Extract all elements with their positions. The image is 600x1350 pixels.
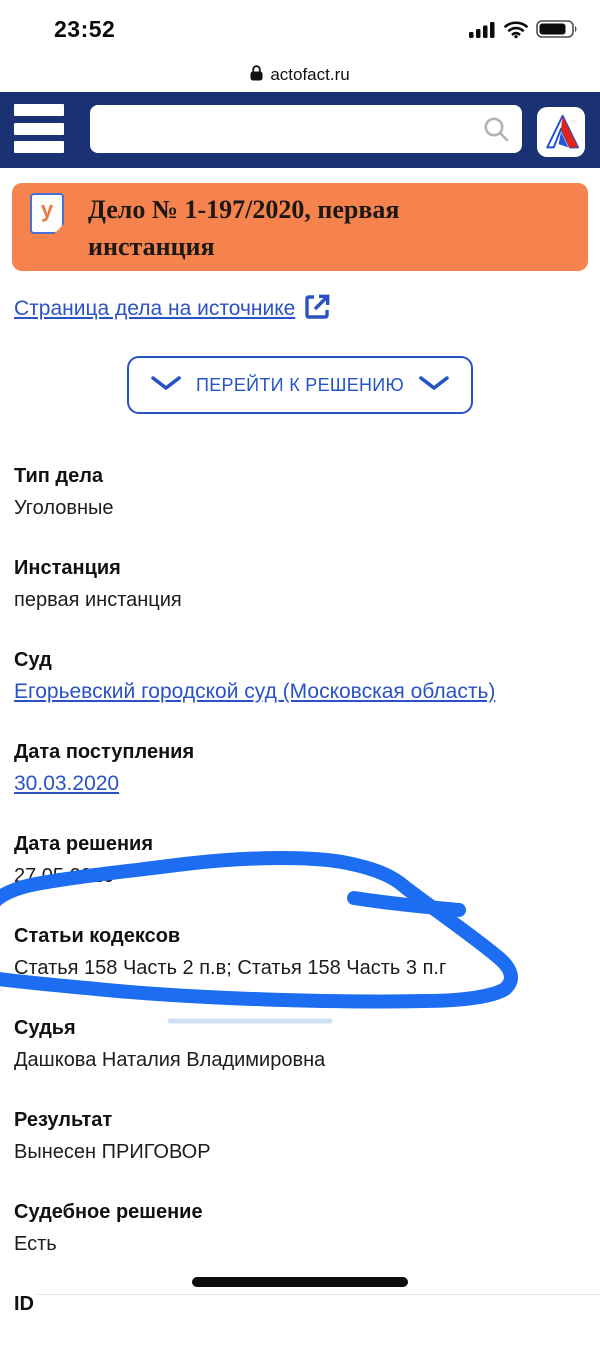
field-receipt-date xyxy=(14,738,586,798)
search-bar xyxy=(90,105,522,153)
field-label: Инстанция xyxy=(14,557,121,579)
field-code-articles xyxy=(14,922,586,982)
field-label: Статьи кодексов xyxy=(14,925,181,947)
field-instance xyxy=(14,554,586,614)
field-label: Дата поступления xyxy=(14,741,195,763)
status-icons xyxy=(469,20,578,43)
status-bar xyxy=(0,0,600,58)
chevron-down-icon xyxy=(417,373,451,398)
field-value: первая инстанция xyxy=(14,589,182,611)
receipt-date-link[interactable]: 30.03.2020 xyxy=(14,772,120,795)
field-value: Уголовные xyxy=(14,497,114,519)
field-value: Есть xyxy=(14,1233,57,1255)
field-result xyxy=(14,1106,586,1166)
status-time: 23:52 xyxy=(54,16,116,42)
page-title: Дело № 1-197/2020, первая инстанция xyxy=(88,195,400,261)
field-label: Судебное решение xyxy=(14,1201,203,1223)
field-label: Дата решения xyxy=(14,833,154,855)
field-label: Судья xyxy=(14,1017,76,1039)
battery-icon xyxy=(536,20,578,43)
home-indicator[interactable] xyxy=(192,1277,408,1287)
field-value: Вынесен ПРИГОВОР xyxy=(14,1141,211,1163)
field-label: Тип дела xyxy=(14,465,104,487)
doc-fold xyxy=(54,224,64,234)
divider xyxy=(36,1294,600,1295)
chevron-down-icon xyxy=(149,373,183,398)
source-link-row xyxy=(14,293,331,325)
field-court-decision xyxy=(14,1198,586,1258)
field-label: Суд xyxy=(14,649,52,671)
menu-bar xyxy=(14,123,64,135)
signal-icon xyxy=(469,21,496,43)
menu-icon[interactable] xyxy=(14,104,64,153)
field-value: Статья 158 Часть 2 п.в; Статья 158 Часть 3 п.г xyxy=(14,957,447,979)
court-link[interactable]: Егорьевский городской суд (Московская область) xyxy=(14,680,496,703)
logo-icon xyxy=(541,111,581,153)
search-input[interactable] xyxy=(90,105,522,153)
field-label: Результат xyxy=(14,1109,113,1131)
case-banner xyxy=(12,183,588,271)
search-icon[interactable] xyxy=(482,115,510,148)
case-doc-icon xyxy=(30,193,64,234)
menu-bar xyxy=(14,104,64,116)
go-to-decision-button[interactable] xyxy=(127,356,473,414)
url-domain: actofact.ru xyxy=(270,65,350,84)
source-link[interactable]: Страница дела на источнике xyxy=(14,297,296,320)
go-to-decision-label: ПЕРЕЙТИ К РЕШЕНИЮ xyxy=(195,374,405,395)
url-bar[interactable] xyxy=(0,58,600,92)
external-link-icon[interactable] xyxy=(304,293,331,325)
doc-letter: у xyxy=(40,197,54,222)
field-case-type xyxy=(14,462,586,522)
wifi-icon xyxy=(504,21,528,43)
case-fields xyxy=(14,462,586,1350)
field-label: ID xyxy=(14,1293,34,1315)
field-decision-date xyxy=(14,830,586,890)
menu-bar xyxy=(14,141,64,153)
field-court xyxy=(14,646,586,706)
site-logo[interactable] xyxy=(537,107,585,157)
field-judge xyxy=(14,1014,586,1074)
field-value: Дашкова Наталия Владимировна xyxy=(14,1049,326,1071)
lock-icon xyxy=(250,65,263,86)
field-value: 27.05.2020 xyxy=(14,865,115,887)
